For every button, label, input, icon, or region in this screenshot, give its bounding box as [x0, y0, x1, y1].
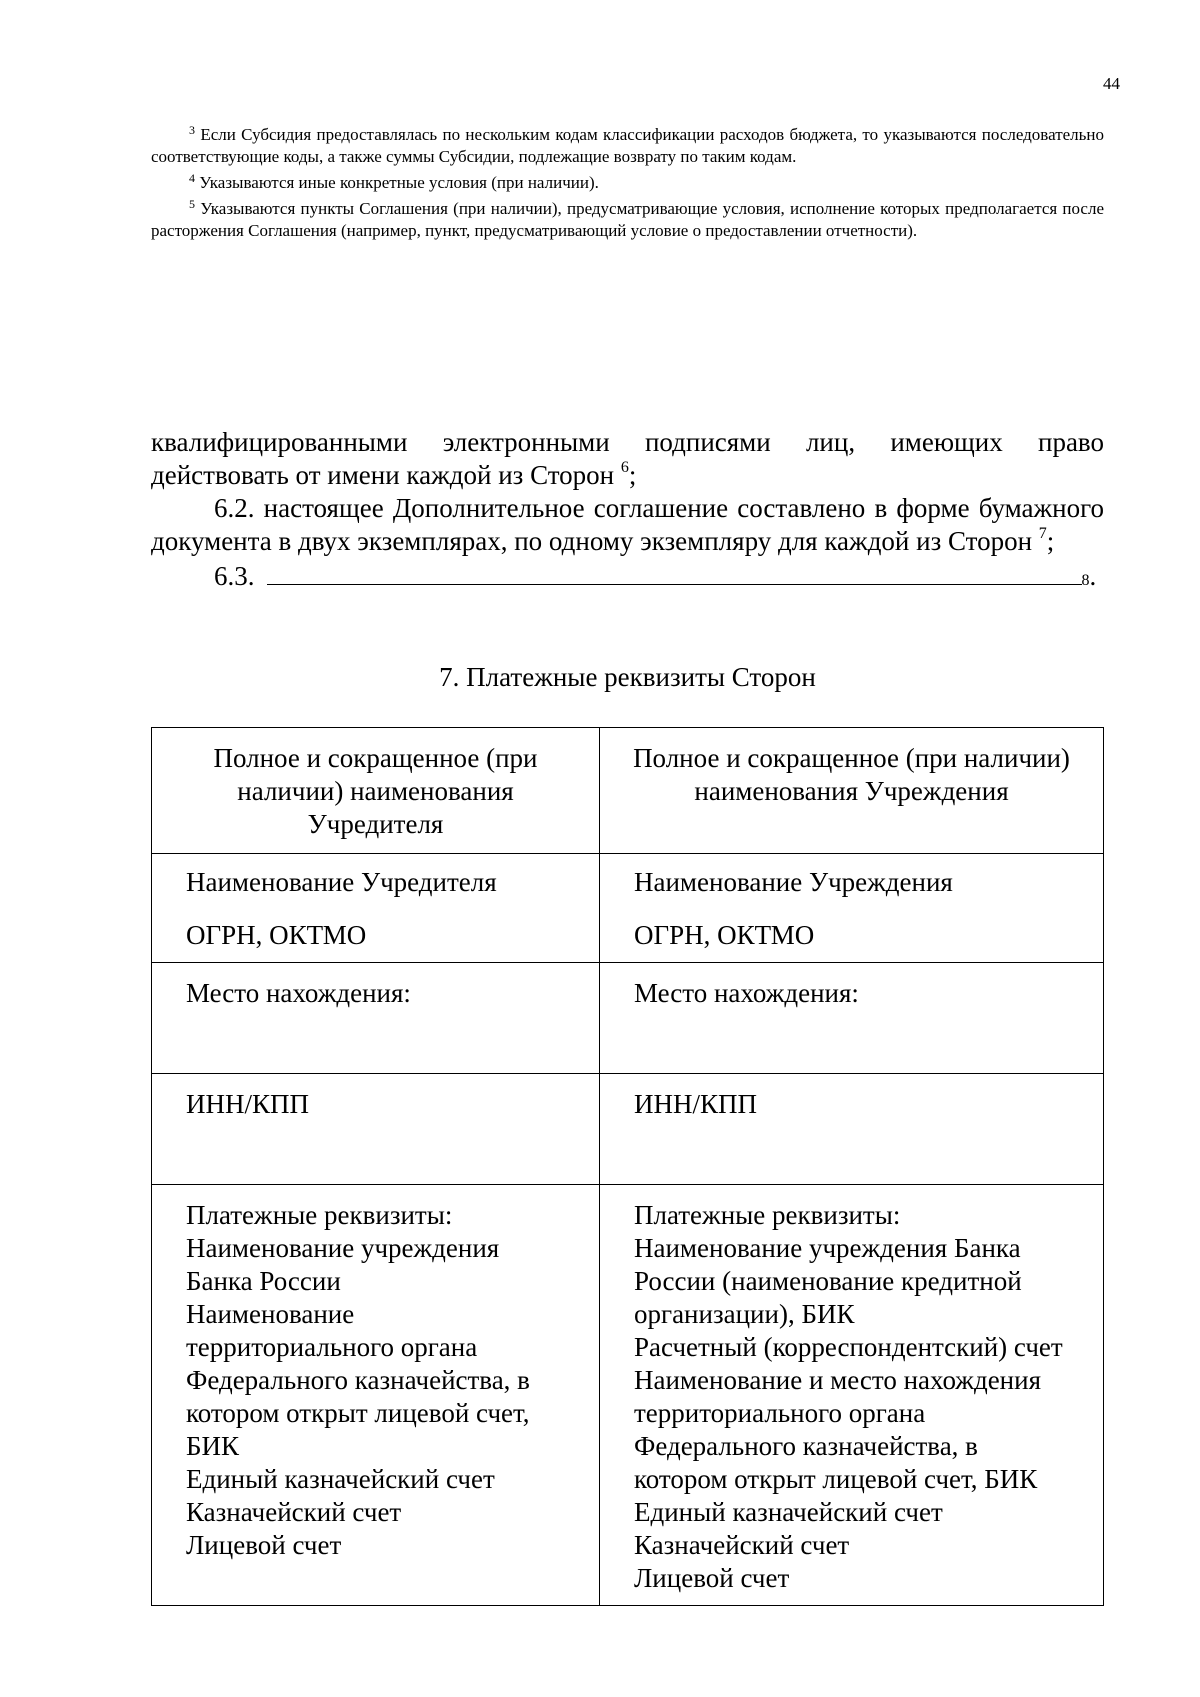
table-row	[152, 1185, 1104, 1606]
cell-text: Казначейский счет	[634, 1530, 850, 1560]
cell-text: Казначейский счет	[186, 1497, 402, 1527]
cell-text: наименования Учреждения	[694, 776, 1009, 806]
footnote-text: Указываются иные конкретные условия (при наличии).	[199, 173, 599, 192]
header-founder	[152, 728, 600, 854]
cell-institution-payment	[600, 1185, 1104, 1606]
cell-text: котором открыт лицевой счет, БИК	[634, 1464, 1038, 1494]
footnote-text: Если Субсидия предоставлялась по нескольким кодам классификации расходов бюджета, то указываются последовательно соответствующие коды, а также суммы Субсидии, подлежащие возврату по таким кодам.	[151, 125, 1105, 166]
cell-founder-address: Место нахождения:	[152, 963, 600, 1074]
cell-text: Лицевой счет	[634, 1563, 790, 1593]
cell-institution-address: Место нахождения:	[600, 963, 1104, 1074]
paragraph-6-3: 6.3. 8 .	[151, 558, 1104, 593]
cell-text: организации), БИК	[634, 1299, 855, 1329]
cell-text: Платежные реквизиты:	[186, 1200, 453, 1230]
body-text	[151, 426, 1104, 593]
cell-text: наличии) наименования	[237, 776, 514, 806]
table-header-row	[152, 728, 1104, 854]
cell-text: Наименование и место нахождения	[634, 1365, 1042, 1395]
footnote-4	[151, 172, 1104, 194]
cell-text: Наименование Учредителя	[186, 867, 497, 897]
cell-text: котором открыт лицевой счет,	[186, 1398, 530, 1428]
footnote-5	[151, 198, 1104, 242]
footnote-mark: 3	[189, 123, 195, 137]
paragraph-text: квалифицированными электронными подписями лиц, имеющих право действовать от имени каждой из Сторон	[151, 427, 1104, 490]
cell-text: Федерального казначейства, в	[634, 1431, 978, 1461]
punctuation: .	[1089, 561, 1097, 591]
header-institution	[600, 728, 1104, 854]
footnote-ref: 6	[620, 459, 629, 476]
table-row	[152, 1074, 1104, 1185]
footnote-ref: 7	[1038, 525, 1047, 542]
cell-founder-payment	[152, 1185, 600, 1606]
section-title: 7. Платежные реквизиты Сторон	[439, 662, 816, 692]
cell-text: Наименование учреждения Банка	[634, 1233, 1021, 1263]
page-number: 44	[1103, 74, 1120, 93]
cell-text: Единый казначейский счет	[634, 1497, 943, 1527]
cell-text: Наименование	[186, 1299, 355, 1329]
punctuation: ;	[1046, 526, 1055, 556]
paragraph-6-2	[151, 492, 1104, 558]
paragraph-label: 6.3.	[214, 561, 255, 591]
cell-text: территориального органа	[186, 1332, 478, 1362]
cell-institution-inn: ИНН/КПП	[600, 1074, 1104, 1185]
table-row	[152, 854, 1104, 963]
cell-text: Учредителя	[307, 809, 444, 839]
punctuation: ;	[628, 460, 637, 490]
cell-founder-name	[152, 854, 600, 963]
payment-details-table	[151, 727, 1104, 1606]
cell-text: территориального органа	[634, 1398, 926, 1428]
cell-text: России (наименование кредитной	[634, 1266, 1022, 1296]
cell-text: Наименование Учреждения	[634, 867, 953, 897]
cell-text: Федерального казначейства, в	[186, 1365, 530, 1395]
cell-text: Полное и сокращенное (при	[213, 743, 538, 773]
cell-text: Расчетный (корреспондентский) счет	[634, 1332, 1063, 1362]
table-row	[152, 963, 1104, 1074]
footnotes	[151, 124, 1104, 246]
cell-founder-inn: ИНН/КПП	[152, 1074, 600, 1185]
footnote-mark: 4	[189, 171, 195, 185]
cell-text: Единый казначейский счет	[186, 1464, 495, 1494]
cell-text: Платежные реквизиты:	[634, 1200, 901, 1230]
cell-text: БИК	[186, 1431, 240, 1461]
cell-text: Банка России	[186, 1266, 341, 1296]
cell-text: Полное и сокращенное (при наличии)	[633, 743, 1070, 773]
blank-fill-line	[267, 558, 1082, 585]
cell-institution-name	[600, 854, 1104, 963]
cell-text: ОГРН, ОКТМО	[186, 920, 367, 950]
paragraph-signatures	[151, 426, 1104, 492]
footnote-mark: 5	[189, 197, 195, 211]
cell-text: Наименование учреждения	[186, 1233, 500, 1263]
cell-text: Лицевой счет	[186, 1530, 342, 1560]
paragraph-text: 6.2. настоящее Дополнительное соглашение составлено в форме бумажного документа в двух экземплярах, по одному экземпляру для каждой из Сторон	[151, 493, 1104, 556]
cell-text: ОГРН, ОКТМО	[634, 920, 815, 950]
footnote-text: Указываются пункты Соглашения (при наличии), предусматривающие условия, исполнение которых предполагается после расторжения Соглашения (например, пункт, предусматривающий условие о предоставлении отчетности).	[151, 199, 1105, 240]
footnote-3	[151, 124, 1104, 168]
